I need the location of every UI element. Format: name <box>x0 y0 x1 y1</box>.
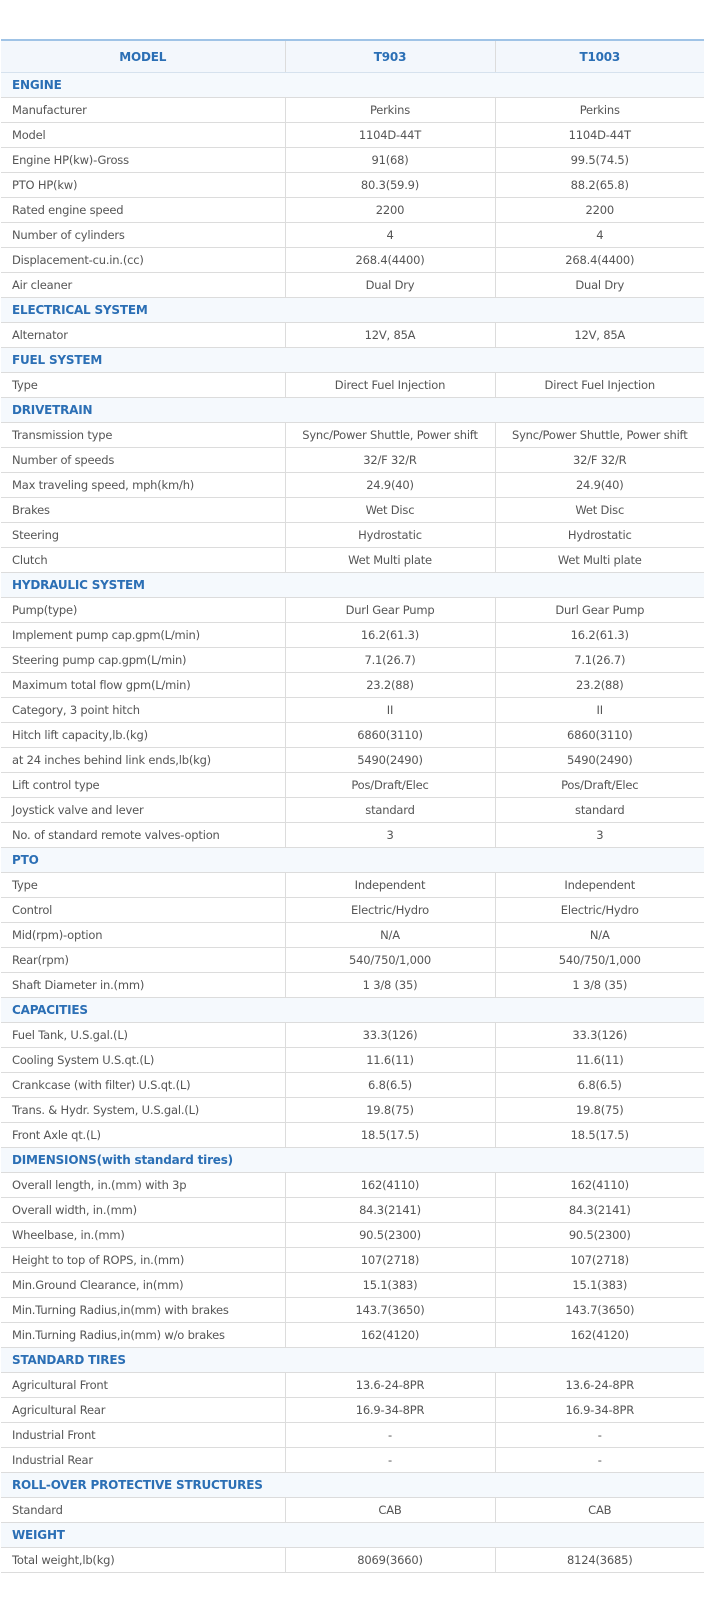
spec-label: Total weight,lb(kg) <box>1 1548 285 1573</box>
spec-label: Trans. & Hydr. System, U.S.gal.(L) <box>1 1098 285 1123</box>
spec-row <box>1 1123 704 1148</box>
spec-row <box>1 223 704 248</box>
spec-row <box>1 523 704 548</box>
spec-value-t903: 1104D-44T <box>285 123 495 148</box>
spec-row <box>1 248 704 273</box>
spec-row <box>1 323 704 348</box>
section-title: ROLL-OVER PROTECTIVE STRUCTURES <box>1 1473 704 1498</box>
spec-label: Clutch <box>1 548 285 573</box>
section-title: WEIGHT <box>1 1523 704 1548</box>
spec-value-t1003: 143.7(3650) <box>495 1298 704 1323</box>
spec-value-t903: 268.4(4400) <box>285 248 495 273</box>
spec-row <box>1 723 704 748</box>
spec-label: Control <box>1 898 285 923</box>
spec-value-t903: 24.9(40) <box>285 473 495 498</box>
spec-row <box>1 648 704 673</box>
spec-row <box>1 898 704 923</box>
spec-value-t903: Dual Dry <box>285 273 495 298</box>
spec-value-t903: Wet Multi plate <box>285 548 495 573</box>
model-column-header: MODEL <box>1 40 285 73</box>
spec-label: Standard <box>1 1498 285 1523</box>
spec-value-t903: 162(4110) <box>285 1173 495 1198</box>
spec-value-t903: 32/F 32/R <box>285 448 495 473</box>
spec-row <box>1 198 704 223</box>
spec-value-t1003: Perkins <box>495 98 704 123</box>
spec-value-t903: Direct Fuel Injection <box>285 373 495 398</box>
spec-row <box>1 1398 704 1423</box>
spec-row <box>1 98 704 123</box>
spec-label: Steering pump cap.gpm(L/min) <box>1 648 285 673</box>
section-dimensions-with-standard-tires <box>1 1148 704 1173</box>
spec-value-t903: Pos/Draft/Elec <box>285 773 495 798</box>
spec-value-t903: 1 3/8 (35) <box>285 973 495 998</box>
spec-label: Lift control type <box>1 773 285 798</box>
spec-row <box>1 773 704 798</box>
spec-value-t903: 143.7(3650) <box>285 1298 495 1323</box>
spec-value-t903: 2200 <box>285 198 495 223</box>
spec-label: Pump(type) <box>1 598 285 623</box>
section-title: ENGINE <box>1 73 704 98</box>
spec-row <box>1 1173 704 1198</box>
spec-value-t1003: 18.5(17.5) <box>495 1123 704 1148</box>
spec-row <box>1 1198 704 1223</box>
spec-value-t1003: 84.3(2141) <box>495 1198 704 1223</box>
spec-value-t1003: 5490(2490) <box>495 748 704 773</box>
spec-row <box>1 1548 704 1573</box>
spec-value-t1003: 2200 <box>495 198 704 223</box>
spec-value-t1003: 32/F 32/R <box>495 448 704 473</box>
spec-value-t1003: 162(4120) <box>495 1323 704 1348</box>
spec-value-t1003: - <box>495 1448 704 1473</box>
spec-value-t1003: CAB <box>495 1498 704 1523</box>
spec-label: Implement pump cap.gpm(L/min) <box>1 623 285 648</box>
spec-value-t903: Hydrostatic <box>285 523 495 548</box>
spec-value-t903: 6.8(6.5) <box>285 1073 495 1098</box>
spec-label: Agricultural Front <box>1 1373 285 1398</box>
spec-row <box>1 548 704 573</box>
spec-label: Shaft Diameter in.(mm) <box>1 973 285 998</box>
spec-label: Industrial Rear <box>1 1448 285 1473</box>
spec-value-t1003: 24.9(40) <box>495 473 704 498</box>
spec-label: Fuel Tank, U.S.gal.(L) <box>1 1023 285 1048</box>
spec-value-t1003: Independent <box>495 873 704 898</box>
spec-row <box>1 798 704 823</box>
spec-value-t1003: Pos/Draft/Elec <box>495 773 704 798</box>
spec-row <box>1 973 704 998</box>
header-row <box>1 40 704 73</box>
spec-label: Front Axle qt.(L) <box>1 1123 285 1148</box>
spec-table <box>1 39 704 1573</box>
spec-label: Hitch lift capacity,lb.(kg) <box>1 723 285 748</box>
spec-label: Rear(rpm) <box>1 948 285 973</box>
spec-value-t1003: Direct Fuel Injection <box>495 373 704 398</box>
spec-row <box>1 448 704 473</box>
section-title: FUEL SYSTEM <box>1 348 704 373</box>
section-pto <box>1 848 704 873</box>
spec-value-t903: Independent <box>285 873 495 898</box>
spec-row <box>1 123 704 148</box>
spec-row <box>1 1273 704 1298</box>
spec-value-t1003: 16.2(61.3) <box>495 623 704 648</box>
section-title: CAPACITIES <box>1 998 704 1023</box>
spec-row <box>1 423 704 448</box>
spec-row <box>1 823 704 848</box>
spec-value-t903: Durl Gear Pump <box>285 598 495 623</box>
spec-row <box>1 598 704 623</box>
spec-value-t1003: 19.8(75) <box>495 1098 704 1123</box>
spec-label: Min.Ground Clearance, in(mm) <box>1 1273 285 1298</box>
spec-value-t903: 23.2(88) <box>285 673 495 698</box>
spec-table-container <box>1 39 704 1573</box>
spec-value-t903: 19.8(75) <box>285 1098 495 1123</box>
spec-label: Overall width, in.(mm) <box>1 1198 285 1223</box>
section-standard-tires <box>1 1348 704 1373</box>
section-capacities <box>1 998 704 1023</box>
spec-value-t903: 107(2718) <box>285 1248 495 1273</box>
section-title: DRIVETRAIN <box>1 398 704 423</box>
spec-row <box>1 173 704 198</box>
spec-value-t903: 84.3(2141) <box>285 1198 495 1223</box>
spec-row <box>1 273 704 298</box>
spec-value-t1003: 1 3/8 (35) <box>495 973 704 998</box>
spec-label: Brakes <box>1 498 285 523</box>
spec-value-t903: 7.1(26.7) <box>285 648 495 673</box>
spec-label: Max traveling speed, mph(km/h) <box>1 473 285 498</box>
spec-value-t903: 90.5(2300) <box>285 1223 495 1248</box>
spec-row <box>1 498 704 523</box>
spec-value-t903: 18.5(17.5) <box>285 1123 495 1148</box>
spec-value-t1003: 7.1(26.7) <box>495 648 704 673</box>
spec-row <box>1 1073 704 1098</box>
spec-row <box>1 1023 704 1048</box>
spec-value-t1003: Hydrostatic <box>495 523 704 548</box>
section-title: ELECTRICAL SYSTEM <box>1 298 704 323</box>
spec-value-t1003: 4 <box>495 223 704 248</box>
spec-value-t903: 8069(3660) <box>285 1548 495 1573</box>
spec-label: Wheelbase, in.(mm) <box>1 1223 285 1248</box>
spec-row <box>1 623 704 648</box>
spec-value-t1003: standard <box>495 798 704 823</box>
spec-label: Agricultural Rear <box>1 1398 285 1423</box>
spec-value-t903: 33.3(126) <box>285 1023 495 1048</box>
spec-label: Steering <box>1 523 285 548</box>
spec-value-t903: 540/750/1,000 <box>285 948 495 973</box>
spec-value-t903: Electric/Hydro <box>285 898 495 923</box>
spec-value-t903: 5490(2490) <box>285 748 495 773</box>
spec-value-t1003: 107(2718) <box>495 1248 704 1273</box>
spec-label: No. of standard remote valves-option <box>1 823 285 848</box>
spec-value-t1003: - <box>495 1423 704 1448</box>
spec-value-t1003: 540/750/1,000 <box>495 948 704 973</box>
spec-value-t903: 12V, 85A <box>285 323 495 348</box>
spec-label: Displacement-cu.in.(cc) <box>1 248 285 273</box>
spec-value-t1003: 6.8(6.5) <box>495 1073 704 1098</box>
spec-label: Min.Turning Radius,in(mm) w/o brakes <box>1 1323 285 1348</box>
spec-row <box>1 1323 704 1348</box>
spec-label: at 24 inches behind link ends,lb(kg) <box>1 748 285 773</box>
spec-value-t903: 3 <box>285 823 495 848</box>
spec-value-t1003: 15.1(383) <box>495 1273 704 1298</box>
spec-value-t1003: 3 <box>495 823 704 848</box>
spec-label: Type <box>1 373 285 398</box>
spec-label: PTO HP(kw) <box>1 173 285 198</box>
spec-value-t1003: 90.5(2300) <box>495 1223 704 1248</box>
spec-label: Mid(rpm)-option <box>1 923 285 948</box>
model-t1003-header: T1003 <box>495 40 704 73</box>
spec-value-t1003: 162(4110) <box>495 1173 704 1198</box>
section-title: PTO <box>1 848 704 873</box>
spec-label: Type <box>1 873 285 898</box>
spec-row <box>1 1248 704 1273</box>
spec-row <box>1 1448 704 1473</box>
spec-value-t903: Sync/Power Shuttle, Power shift <box>285 423 495 448</box>
spec-label: Transmission type <box>1 423 285 448</box>
section-weight <box>1 1523 704 1548</box>
spec-label: Height to top of ROPS, in.(mm) <box>1 1248 285 1273</box>
spec-label: Joystick valve and lever <box>1 798 285 823</box>
spec-value-t903: II <box>285 698 495 723</box>
spec-value-t1003: Sync/Power Shuttle, Power shift <box>495 423 704 448</box>
spec-value-t903: 15.1(383) <box>285 1273 495 1298</box>
spec-value-t903: CAB <box>285 1498 495 1523</box>
spec-value-t1003: 13.6-24-8PR <box>495 1373 704 1398</box>
spec-label: Engine HP(kw)-Gross <box>1 148 285 173</box>
spec-value-t1003: 88.2(65.8) <box>495 173 704 198</box>
spec-label: Number of cylinders <box>1 223 285 248</box>
spec-value-t1003: 8124(3685) <box>495 1548 704 1573</box>
section-hydraulic-system <box>1 573 704 598</box>
spec-label: Crankcase (with filter) U.S.qt.(L) <box>1 1073 285 1098</box>
spec-value-t1003: 12V, 85A <box>495 323 704 348</box>
spec-value-t903: 6860(3110) <box>285 723 495 748</box>
spec-value-t1003: Electric/Hydro <box>495 898 704 923</box>
spec-value-t903: 4 <box>285 223 495 248</box>
spec-value-t1003: 268.4(4400) <box>495 248 704 273</box>
spec-label: Rated engine speed <box>1 198 285 223</box>
spec-value-t903: - <box>285 1423 495 1448</box>
spec-label: Maximum total flow gpm(L/min) <box>1 673 285 698</box>
spec-value-t903: 13.6-24-8PR <box>285 1373 495 1398</box>
spec-label: Category, 3 point hitch <box>1 698 285 723</box>
spec-row <box>1 1048 704 1073</box>
spec-row <box>1 1498 704 1523</box>
spec-row <box>1 748 704 773</box>
spec-value-t903: Wet Disc <box>285 498 495 523</box>
model-t903-header: T903 <box>285 40 495 73</box>
section-title: HYDRAULIC SYSTEM <box>1 573 704 598</box>
spec-value-t903: 162(4120) <box>285 1323 495 1348</box>
spec-label: Manufacturer <box>1 98 285 123</box>
spec-value-t903: - <box>285 1448 495 1473</box>
spec-row <box>1 473 704 498</box>
section-electrical-system <box>1 298 704 323</box>
spec-row <box>1 698 704 723</box>
spec-value-t1003: Wet Multi plate <box>495 548 704 573</box>
spec-row <box>1 673 704 698</box>
section-title: DIMENSIONS(with standard tires) <box>1 1148 704 1173</box>
spec-value-t1003: N/A <box>495 923 704 948</box>
spec-value-t903: N/A <box>285 923 495 948</box>
section-fuel-system <box>1 348 704 373</box>
section-drivetrain <box>1 398 704 423</box>
spec-label: Industrial Front <box>1 1423 285 1448</box>
spec-value-t1003: 23.2(88) <box>495 673 704 698</box>
spec-label: Overall length, in.(mm) with 3p <box>1 1173 285 1198</box>
spec-value-t903: 91(68) <box>285 148 495 173</box>
spec-row <box>1 1423 704 1448</box>
section-title: STANDARD TIRES <box>1 1348 704 1373</box>
spec-label: Cooling System U.S.qt.(L) <box>1 1048 285 1073</box>
spec-row <box>1 873 704 898</box>
spec-row <box>1 1298 704 1323</box>
spec-value-t1003: Dual Dry <box>495 273 704 298</box>
spec-label: Min.Turning Radius,in(mm) with brakes <box>1 1298 285 1323</box>
spec-label: Alternator <box>1 323 285 348</box>
spec-value-t903: 80.3(59.9) <box>285 173 495 198</box>
spec-value-t1003: 11.6(11) <box>495 1048 704 1073</box>
spec-value-t1003: 6860(3110) <box>495 723 704 748</box>
spec-label: Number of speeds <box>1 448 285 473</box>
spec-value-t1003: 99.5(74.5) <box>495 148 704 173</box>
spec-row <box>1 148 704 173</box>
spec-row <box>1 373 704 398</box>
spec-label: Air cleaner <box>1 273 285 298</box>
section-roll-over-protective-structures <box>1 1473 704 1498</box>
spec-value-t1003: 16.9-34-8PR <box>495 1398 704 1423</box>
spec-label: Model <box>1 123 285 148</box>
spec-value-t903: 16.2(61.3) <box>285 623 495 648</box>
spec-row <box>1 948 704 973</box>
spec-value-t903: 11.6(11) <box>285 1048 495 1073</box>
spec-row <box>1 923 704 948</box>
spec-row <box>1 1098 704 1123</box>
spec-value-t903: Perkins <box>285 98 495 123</box>
spec-value-t903: standard <box>285 798 495 823</box>
spec-value-t903: 16.9-34-8PR <box>285 1398 495 1423</box>
section-engine <box>1 73 704 98</box>
spec-value-t1003: 33.3(126) <box>495 1023 704 1048</box>
spec-value-t1003: Wet Disc <box>495 498 704 523</box>
spec-row <box>1 1373 704 1398</box>
spec-value-t1003: II <box>495 698 704 723</box>
spec-value-t1003: Durl Gear Pump <box>495 598 704 623</box>
spec-row <box>1 1223 704 1248</box>
spec-value-t1003: 1104D-44T <box>495 123 704 148</box>
